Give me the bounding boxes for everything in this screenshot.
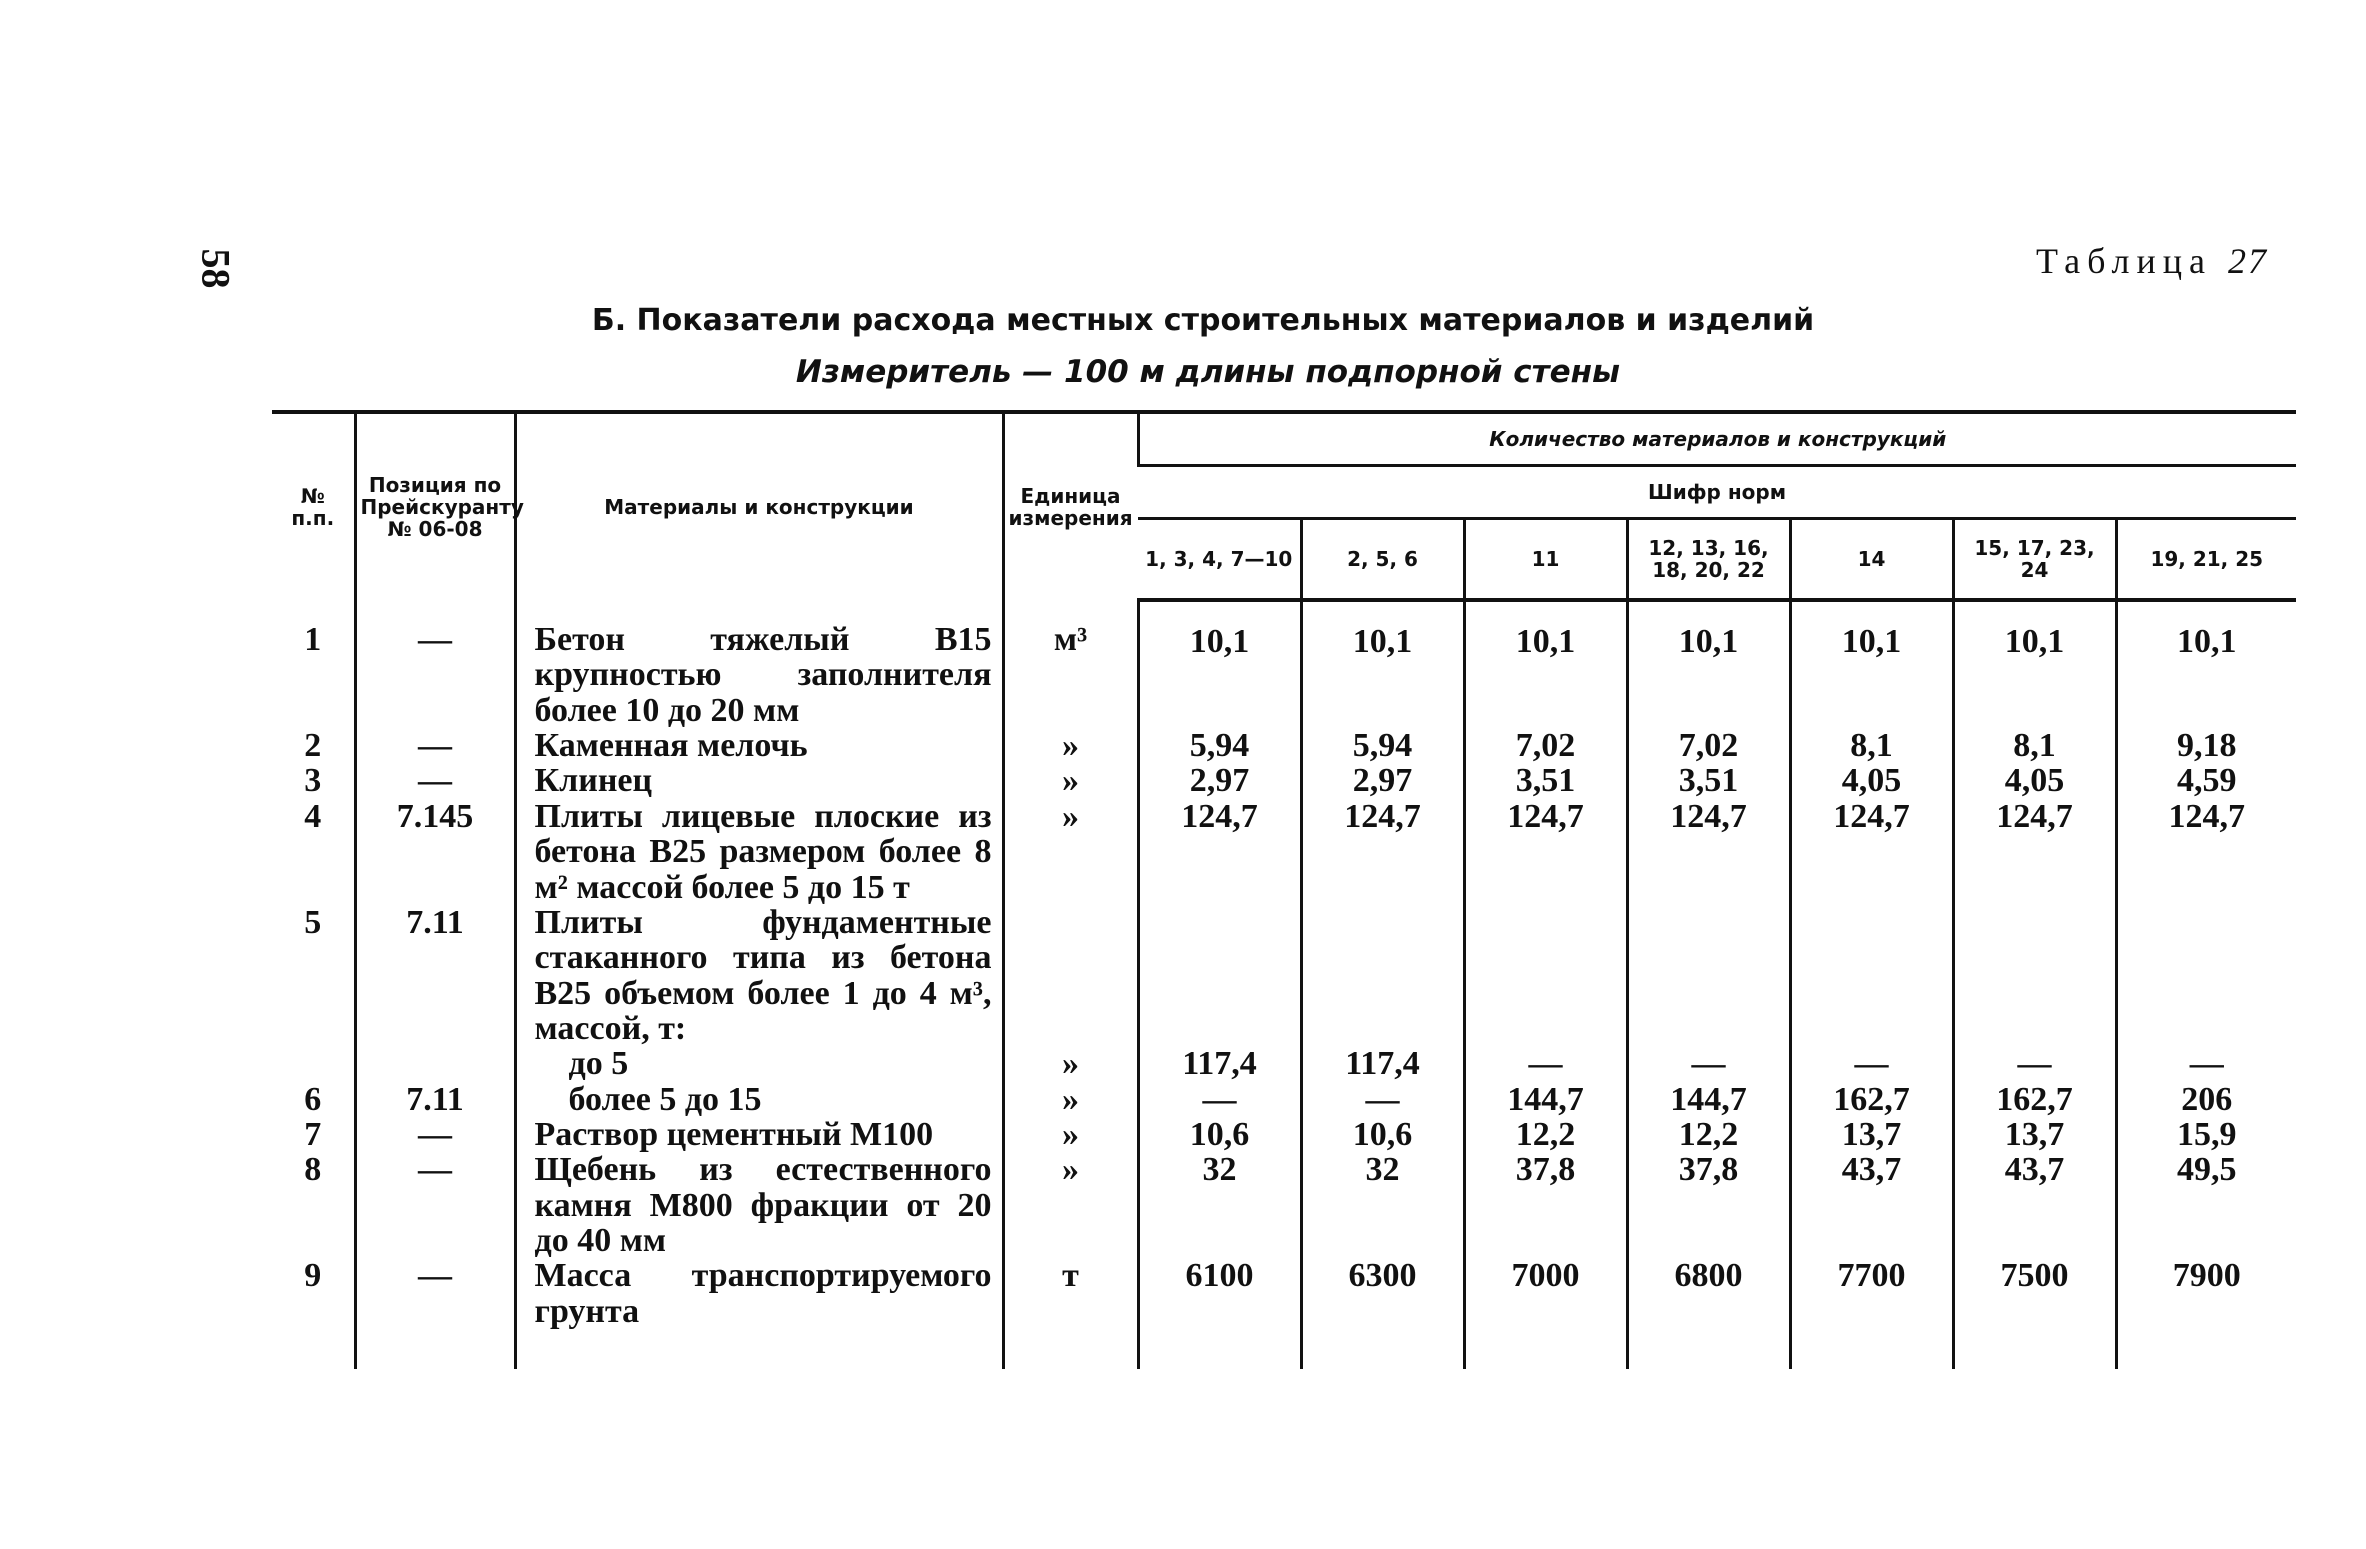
header-norm-code: 11 [1464,519,1627,601]
row-value: 5,94 [1301,728,1464,763]
table-row [272,1152,2296,1258]
row-value: 7900 [2116,1258,2296,1369]
header-num: № п.п. [272,412,355,600]
row-number: 4 [304,797,322,835]
row-position: — [355,1152,515,1258]
materials-table [272,410,2296,1369]
row-value: 7000 [1464,1258,1627,1369]
header-norm-code: 2, 5, 6 [1301,519,1464,601]
row-value: 37,8 [1464,1152,1627,1258]
row-value: 49,5 [2116,1152,2296,1258]
row-value: — [1953,1046,2116,1081]
row-unit: м³ [1003,600,1138,728]
row-position: — [355,600,515,728]
table-row [272,728,2296,763]
row-value: 32 [1301,1152,1464,1258]
header-norm-code: 14 [1790,519,1953,601]
header-materials: Материалы и конструкции [515,412,1003,600]
table-row [272,1117,2296,1152]
row-value: 32 [1138,1152,1301,1258]
row-material-name: до 5 [515,1046,1003,1081]
row-value [1953,905,2116,1046]
row-value: 124,7 [1301,799,1464,905]
row-value: 12,2 [1464,1117,1627,1152]
row-value [1790,905,1953,1046]
table-label-number: 27 [2228,241,2268,281]
row-value: 144,7 [1464,1082,1627,1117]
row-number: 7 [304,1116,322,1154]
page-number: 58 [193,248,239,289]
row-value: 144,7 [1627,1082,1790,1117]
row-number: 9 [304,1257,322,1295]
row-value: — [1790,1046,1953,1081]
row-value: — [1301,1082,1464,1117]
row-number: 8 [304,1151,322,1189]
row-number: 6 [304,1080,322,1118]
row-position: — [355,763,515,798]
row-value: 7,02 [1464,728,1627,763]
row-value: 4,05 [1953,763,2116,798]
row-position [355,1046,515,1081]
document-title: Б. Показатели расхода местных строительных материалов и изделий [591,303,1815,338]
table-row [272,1046,2296,1081]
row-value: 162,7 [1953,1082,2116,1117]
row-value [1464,905,1627,1046]
table-row [272,799,2296,905]
row-value [1627,905,1790,1046]
header-position: Позиция по Прейскуранту № 06-08 [355,412,515,600]
row-value: 7500 [1953,1258,2116,1369]
row-value: 124,7 [1138,799,1301,905]
row-value: 4,59 [2116,763,2296,798]
row-material-name: Масса транспортируемого грунта [515,1258,1003,1369]
row-value: 7700 [1790,1258,1953,1369]
table-row [272,600,2296,728]
row-unit: т [1003,1258,1138,1369]
row-unit: » [1003,728,1138,763]
row-value: 10,1 [1953,600,2116,728]
row-value: 124,7 [1953,799,2116,905]
row-value: 162,7 [1790,1082,1953,1117]
table-label [2036,240,2268,282]
row-value: 10,6 [1138,1117,1301,1152]
header-norm-code: 1, 3, 4, 7—10 [1138,519,1301,601]
row-value: 10,1 [2116,600,2296,728]
row-unit: » [1003,763,1138,798]
row-number: 5 [304,903,322,941]
row-value: 43,7 [1790,1152,1953,1258]
row-unit: » [1003,1117,1138,1152]
row-material-name: Плиты лицевые плоские из бетона В25 размером более 8 м² массой более 5 до 15 т [515,799,1003,905]
row-value: 124,7 [1790,799,1953,905]
row-material-name: Бетон тяжелый В15 крупностью заполнителя более 10 до 20 мм [515,600,1003,728]
row-position: 7.11 [355,905,515,1046]
row-value: 117,4 [1301,1046,1464,1081]
row-value: 10,1 [1138,600,1301,728]
row-material-name: Щебень из естественного камня М800 фракции от 20 до 40 мм [515,1152,1003,1258]
table-row [272,1082,2296,1117]
row-number: 1 [304,621,322,658]
row-value: 124,7 [2116,799,2296,905]
row-material-name: Каменная мелочь [515,728,1003,763]
header-norm-code: 15, 17, 23, 24 [1953,519,2116,601]
header-norm-code: 12, 13, 16, 18, 20, 22 [1627,519,1790,601]
row-value: 6300 [1301,1258,1464,1369]
table-row [272,905,2296,1046]
header-quantity-group: Количество материалов и конструкций [1138,412,2296,466]
row-value: 206 [2116,1082,2296,1117]
row-value: 10,1 [1627,600,1790,728]
row-value: — [1138,1082,1301,1117]
row-value: 124,7 [1464,799,1627,905]
row-value: 4,05 [1790,763,1953,798]
row-value: 8,1 [1953,728,2116,763]
row-unit: » [1003,799,1138,905]
row-number: 2 [304,727,322,765]
row-value: — [1464,1046,1627,1081]
row-value: 13,7 [1953,1117,2116,1152]
row-value [2116,905,2296,1046]
table-row [272,763,2296,798]
row-value: 12,2 [1627,1117,1790,1152]
row-value: 10,1 [1301,600,1464,728]
row-position: 7.145 [355,799,515,905]
row-value: — [2116,1046,2296,1081]
row-value: 10,1 [1790,600,1953,728]
row-value: 3,51 [1464,763,1627,798]
table-row [272,1258,2296,1369]
row-value: 8,1 [1790,728,1953,763]
header-unit: Единица измерения [1003,412,1138,600]
row-value: 2,97 [1138,763,1301,798]
row-value: 10,6 [1301,1117,1464,1152]
row-value: 10,1 [1464,600,1627,728]
row-unit: » [1003,1046,1138,1081]
row-material-name: Плиты фундаментные стаканного типа из бетона В25 объемом более 1 до 4 м³, массой, т: [515,905,1003,1046]
row-value: 117,4 [1138,1046,1301,1081]
row-value: 7,02 [1627,728,1790,763]
row-unit [1003,905,1138,1046]
row-value [1138,905,1301,1046]
row-value: 6800 [1627,1258,1790,1369]
row-material-name: Раствор цементный М100 [515,1117,1003,1152]
row-value: 15,9 [2116,1117,2296,1152]
header-norms-group: Шифр норм [1138,466,2296,519]
document-subtitle: Измеритель — 100 м длины подпорной стены [795,354,1621,390]
table-label-word: Таблица [2036,241,2212,281]
row-unit: » [1003,1082,1138,1117]
row-unit: » [1003,1152,1138,1258]
row-number: 3 [304,762,322,800]
row-value: 9,18 [2116,728,2296,763]
row-value: 43,7 [1953,1152,2116,1258]
row-position: — [355,728,515,763]
row-value: 2,97 [1301,763,1464,798]
row-position: 7.11 [355,1082,515,1117]
row-position: — [355,1117,515,1152]
row-value: 37,8 [1627,1152,1790,1258]
row-value: 13,7 [1790,1117,1953,1152]
row-value: — [1627,1046,1790,1081]
row-value: 3,51 [1627,763,1790,798]
row-number [272,1046,355,1081]
row-position: — [355,1258,515,1369]
row-material-name: более 5 до 15 [515,1082,1003,1117]
row-value: 124,7 [1627,799,1790,905]
row-value: 5,94 [1138,728,1301,763]
row-value [1301,905,1464,1046]
table-body [272,600,2296,1369]
row-material-name: Клинец [515,763,1003,798]
header-norm-code: 19, 21, 25 [2116,519,2296,601]
row-value: 6100 [1138,1258,1301,1369]
